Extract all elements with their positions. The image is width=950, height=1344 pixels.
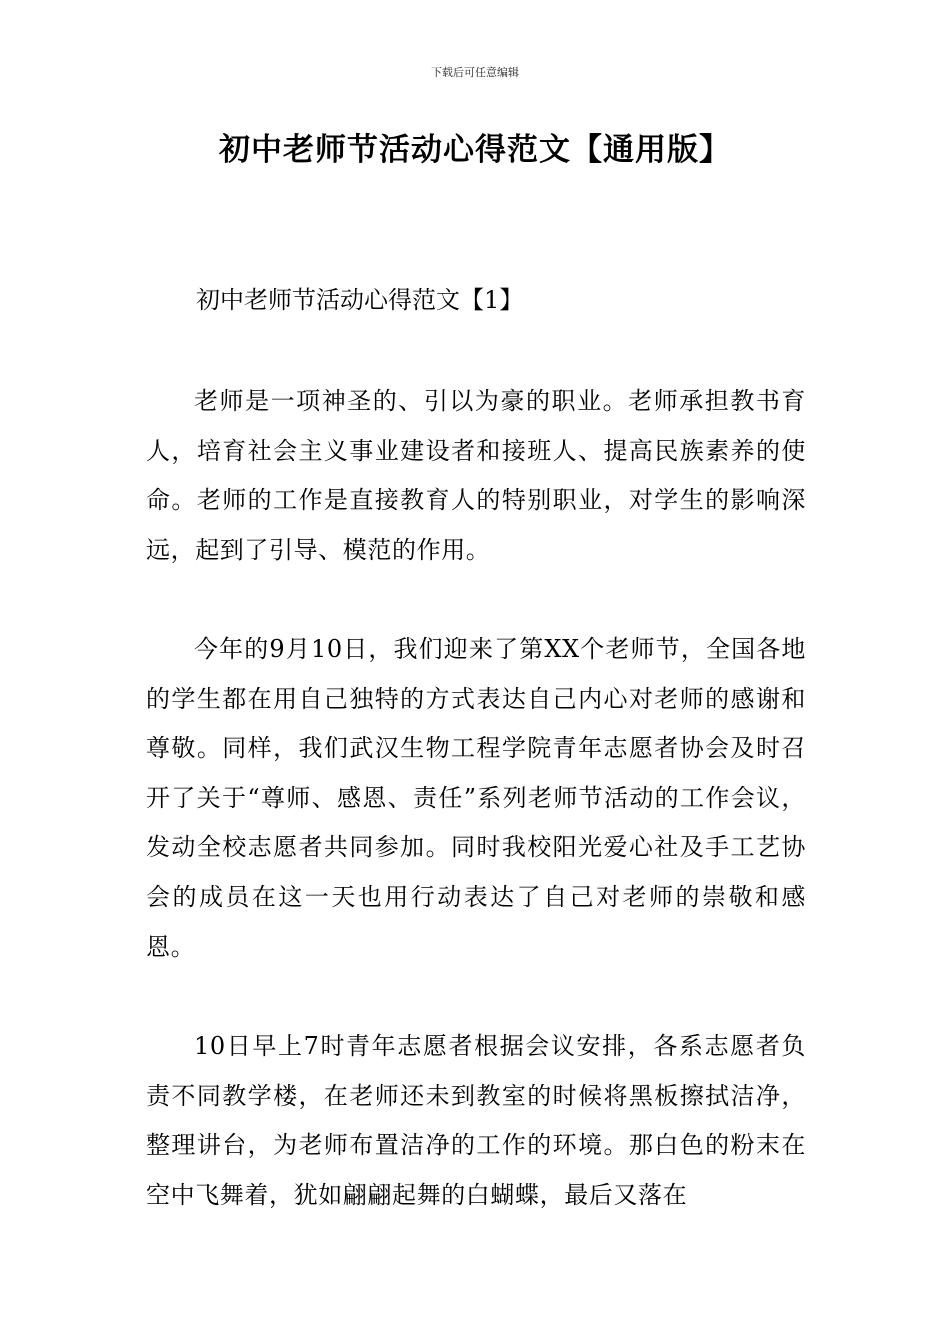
section-heading: 初中老师节活动心得范文【1】 <box>196 286 524 314</box>
document-title: 初中老师节活动心得范文【通用版】 <box>219 132 731 168</box>
header-note: 下载后可任意编辑 <box>431 66 519 79</box>
paragraph: 老师是一项神圣的、引以为豪的职业。老师承担教书育人，培育社会主义事业建设者和接班人、提高民族素养的使命。老师的工作是直接教育人的特别职业，对学生的影响深远，起到了引导、模范的作用。 <box>146 387 806 564</box>
paragraph: 10日早上7时青年志愿者根据会议安排，各系志愿者负责不同教学楼，在老师还未到教室的时候将黑板擦拭洁净，整理讲台，为老师布置洁净的工作的环境。那白色的粉末在空中飞舞着，犹如翩翩起舞的白蝴蝶，最后又落在 <box>146 1032 806 1209</box>
paragraph: 今年的9月10日，我们迎来了第XX个老师节，全国各地的学生都在用自己独特的方式表达自己内心对老师的感谢和尊敬。同样，我们武汉生物工程学院青年志愿者协会及时召开了关于“尊师、感恩、责任”系列老师节活动的工作会议，发动全校志愿者共同参加。同时我校阳光爱心社及手工艺协会的成员在这一天也用行动表达了自己对老师的崇敬和感恩。 <box>146 635 806 961</box>
